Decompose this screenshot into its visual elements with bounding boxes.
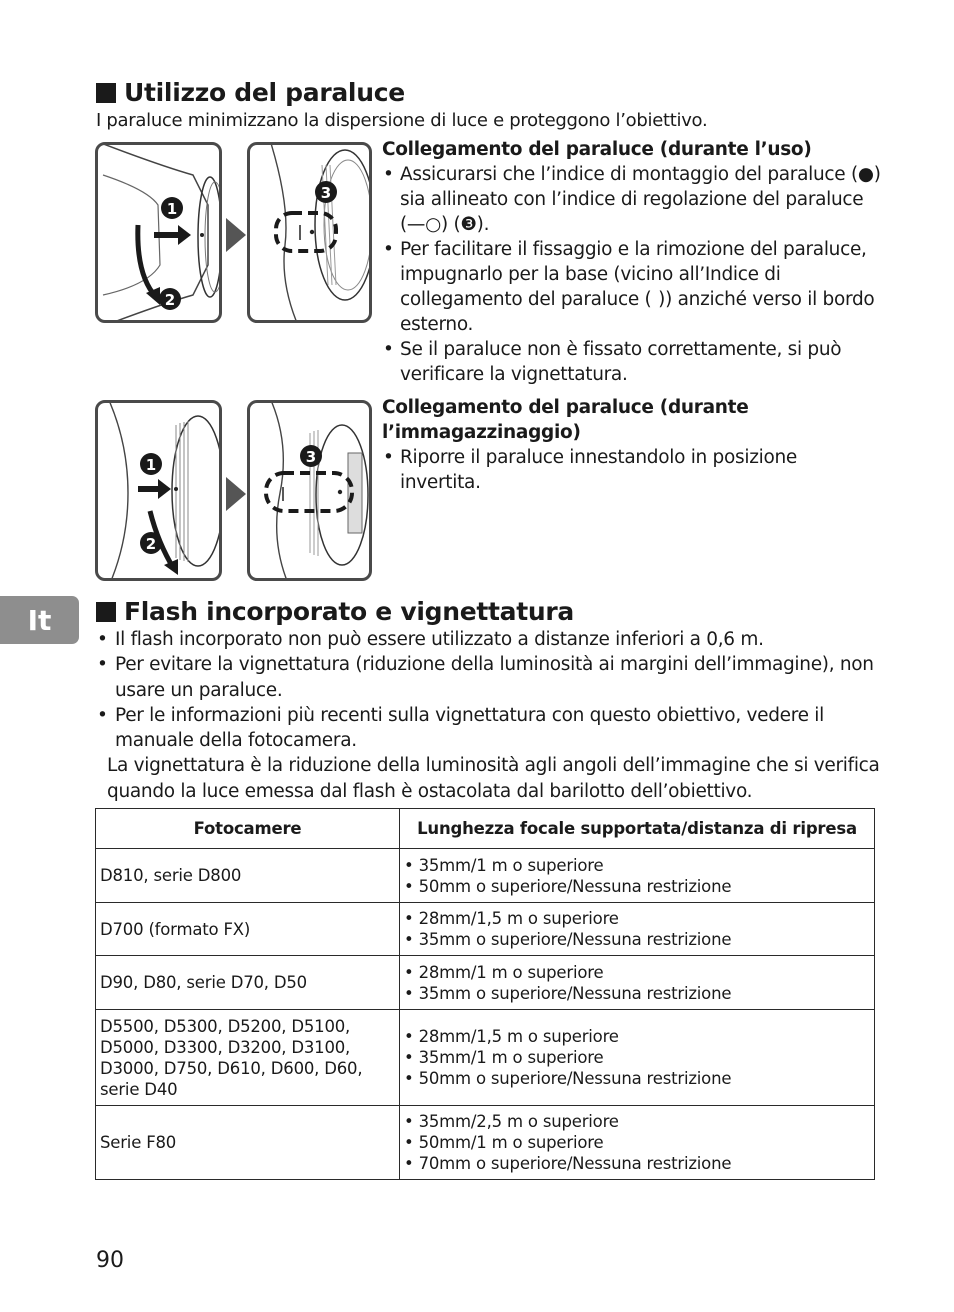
spec-item: • 35mm o superiore/Nessuna restrizione — [404, 983, 732, 1003]
spec-item: • 35mm/2,5 m o superiore — [404, 1112, 619, 1131]
camera-cell: D700 (formato FX) — [96, 903, 400, 956]
table-row — [96, 956, 875, 1010]
figure-hood-attach-step-2 — [247, 142, 372, 323]
flash-compatibility-table — [95, 808, 875, 1180]
list-item: • Per le informazioni più recenti sulla vignettatura con questo obiettivo, vedere il manuale della fotocamera. — [96, 703, 886, 754]
spec-item: • 35mm/1 m o superiore — [404, 1048, 604, 1067]
language-tab: It — [0, 596, 79, 644]
square-bullet-icon — [96, 83, 116, 103]
camera-cell: D5500, D5300, D5200, D5100, D5000, D3300, D3200, D3100, D3000, D750, D610, D600, D60, serie D40 — [96, 1010, 400, 1106]
table-row — [96, 903, 875, 956]
spec-item: • 70mm o superiore/Nessuna restrizione — [404, 1154, 732, 1173]
spec-cell — [400, 1010, 875, 1106]
section-title-lens-hood — [96, 78, 405, 107]
square-bullet-icon — [96, 602, 116, 622]
table-row — [96, 1106, 875, 1180]
vignetting-definition: La vignettatura è la riduzione della luminosità agli angoli dell’immagine che si verifica quando la luce emessa dal flash è ostacolata dal barilotto dell’obiettivo. — [107, 755, 880, 802]
list-item: • Il flash incorporato non può essere utilizzato a distanze inferiori a 0,6 m. — [96, 627, 886, 652]
lens-hood-illustration — [98, 145, 219, 320]
camera-cell: Serie F80 — [96, 1106, 400, 1180]
svg-text:2: 2 — [164, 291, 176, 309]
figure-hood-storage-step-2 — [247, 400, 372, 581]
spec-cell — [400, 1106, 875, 1180]
column-header: Fotocamere — [96, 809, 400, 849]
section-intro: I paraluce minimizzano la dispersione di luce e proteggono l’obiettivo. — [96, 110, 708, 131]
table-row — [96, 1010, 875, 1106]
hood-storage-heading: Collegamento del paraluce (durante l’immagazzinaggio) — [382, 397, 749, 443]
step-arrow-icon — [226, 218, 246, 252]
step-arrow-icon — [226, 477, 246, 511]
hood-storage-instructions — [382, 395, 882, 495]
lens-hood-aligned-illustration — [250, 145, 369, 320]
flash-notes — [96, 627, 886, 804]
column-header: Lunghezza focale supportata/distanza di ripresa — [400, 809, 875, 849]
section-title-flash — [96, 597, 574, 626]
table-row — [96, 849, 875, 903]
spec-item: • 28mm/1 m o superiore — [404, 962, 604, 982]
svg-text:1: 1 — [145, 456, 157, 474]
svg-text:3: 3 — [305, 448, 317, 466]
hood-use-heading: Collegamento del paraluce (durante l’uso) — [382, 139, 812, 160]
spec-item: • 50mm o superiore/Nessuna restrizione — [404, 876, 732, 896]
list-item: • Per evitare la vignettatura (riduzione della luminosità ai margini dell’immagine), non usare un paraluce. — [96, 652, 886, 703]
spec-item: • 28mm/1,5 m o superiore — [404, 909, 619, 928]
spec-item: • 35mm/1 m o superiore — [404, 855, 604, 875]
figure-hood-attach-step-1 — [95, 142, 222, 323]
list-item: • Per facilitare il fissaggio e la rimozione del paraluce, impugnarlo per la base (vicino all’Indice di collegamento del paraluce ( )) anziché verso il bordo esterno. — [382, 237, 882, 337]
camera-cell: D90, D80, serie D70, D50 — [96, 956, 400, 1010]
svg-text:1: 1 — [166, 200, 178, 218]
hood-use-instructions — [382, 137, 882, 387]
table-header-row — [96, 809, 875, 849]
figure-hood-storage-step-1 — [95, 400, 222, 581]
svg-text:2: 2 — [145, 535, 157, 553]
camera-cell: D810, serie D800 — [96, 849, 400, 903]
lens-hood-reversed-aligned-illustration — [250, 403, 369, 578]
spec-item: • 50mm/1 m o superiore — [404, 1133, 604, 1152]
section-title-text: Utilizzo del paraluce — [124, 78, 405, 107]
list-item: • Assicurarsi che l’indice di montaggio del paraluce (●) sia allineato con l’indice di regolazione del paraluce (—○) (❸). — [382, 162, 882, 237]
spec-item: • 28mm/1,5 m o superiore — [404, 1027, 619, 1046]
list-item: • Riporre il paraluce innestandolo in posizione invertita. — [382, 445, 882, 495]
section-title-text: Flash incorporato e vignettatura — [124, 597, 574, 626]
spec-item: • 50mm o superiore/Nessuna restrizione — [404, 1069, 732, 1088]
spec-cell — [400, 903, 875, 956]
lens-hood-reverse-illustration — [98, 403, 219, 578]
page-number: 90 — [96, 1248, 124, 1273]
svg-text:3: 3 — [320, 184, 332, 202]
spec-item: • 35mm o superiore/Nessuna restrizione — [404, 930, 732, 949]
list-item: • Se il paraluce non è fissato correttamente, si può verificare la vignettatura. — [382, 337, 882, 387]
spec-cell — [400, 956, 875, 1010]
spec-cell — [400, 849, 875, 903]
